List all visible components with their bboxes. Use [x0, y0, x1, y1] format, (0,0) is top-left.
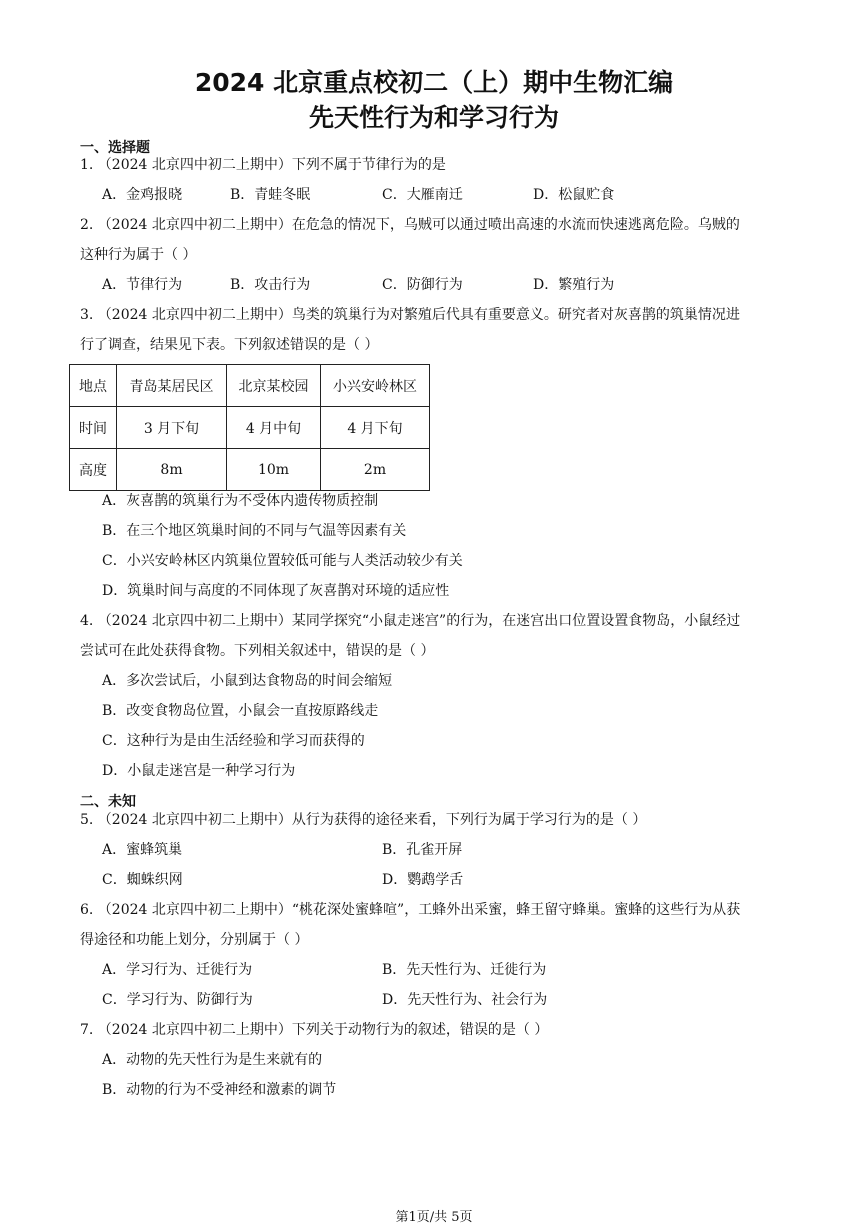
- q4-option-d[interactable]: D．小鼠走迷宫是一种学习行为: [102, 763, 296, 779]
- table-cell: 高度: [70, 449, 117, 491]
- q6-option-d[interactable]: D．先天性行为、社会行为: [382, 992, 548, 1008]
- q7-option-a[interactable]: A．动物的先天性行为是生来就有的: [102, 1052, 323, 1068]
- question-6-stem: 6. （2024 北京四中初二上期中）“桃花深处蜜蜂喧”，工蜂外出采蜜，蜂王留守蜂巢。蜜蜂的这些行为从获: [80, 902, 741, 918]
- table-row: [70, 449, 430, 491]
- q4-option-b[interactable]: B．改变食物岛位置，小鼠会一直按原路线走: [102, 703, 379, 719]
- question-3-stem: 3. （2024 北京四中初二上期中）鸟类的筑巢行为对繁殖后代具有重要意义。研究者对灰喜鹊的筑巢情况进: [80, 307, 740, 323]
- q3-option-a[interactable]: A．灰喜鹊的筑巢行为不受体内遗传物质控制: [102, 493, 379, 509]
- question-1-stem: 1. （2024 北京四中初二上期中）下列不属于节律行为的是: [80, 157, 446, 173]
- q1-option-d[interactable]: D．松鼠贮食: [533, 187, 615, 203]
- question-4-stem-cont: 尝试可在此处获得食物。下列相关叙述中，错误的是（ ）: [80, 643, 435, 659]
- q5-option-c[interactable]: C．蜘蛛织网: [102, 872, 183, 888]
- q5-option-d[interactable]: D．鹦鹉学舌: [382, 872, 464, 888]
- table-cell: 青岛某居民区: [117, 365, 227, 407]
- q2-option-a[interactable]: A．节律行为: [102, 277, 183, 293]
- q6-option-b[interactable]: B．先天性行为、迁徙行为: [382, 962, 547, 978]
- table-row: [70, 365, 430, 407]
- q1-option-a[interactable]: A．金鸡报晓: [102, 187, 183, 203]
- q5-option-a[interactable]: A．蜜蜂筑巢: [102, 842, 183, 858]
- table-cell: 3 月下旬: [117, 407, 227, 449]
- q7-option-b[interactable]: B．动物的行为不受神经和激素的调节: [102, 1082, 337, 1098]
- question-3-stem-cont: 行了调查，结果见下表。下列叙述错误的是（ ）: [80, 337, 379, 353]
- question-2-stem-cont: 这种行为属于（ ）: [80, 247, 197, 263]
- page-subtitle: 先天性行为和学习行为: [308, 103, 559, 132]
- table-cell: 小兴安岭林区: [321, 365, 430, 407]
- q6-option-c[interactable]: C．学习行为、防御行为: [102, 992, 253, 1008]
- question-6-stem-cont: 得途径和功能上划分，分别属于（ ）: [80, 932, 309, 948]
- table-cell: 北京某校园: [227, 365, 321, 407]
- q6-option-a[interactable]: A．学习行为、迁徙行为: [102, 962, 253, 978]
- q4-option-a[interactable]: A．多次尝试后，小鼠到达食物岛的时间会缩短: [102, 673, 393, 689]
- page-title: 2024 北京重点校初二（上）期中生物汇编: [194, 68, 674, 97]
- q4-option-c[interactable]: C．这种行为是由生活经验和学习而获得的: [102, 733, 365, 749]
- table-row: [70, 407, 430, 449]
- q3-option-c[interactable]: C．小兴安岭林区内筑巢位置较低可能与人类活动较少有关: [102, 553, 463, 569]
- nesting-survey-table: [69, 364, 430, 491]
- q2-option-b[interactable]: B．攻击行为: [230, 277, 311, 293]
- question-5-stem: 5. （2024 北京四中初二上期中）从行为获得的途径来看，下列行为属于学习行为的是（ ）: [80, 812, 647, 828]
- section-heading-unknown: 二、未知: [80, 794, 136, 810]
- q3-option-b[interactable]: B．在三个地区筑巢时间的不同与气温等因素有关: [102, 523, 407, 539]
- table-cell: 10m: [227, 449, 321, 491]
- q1-option-c[interactable]: C．大雁南迁: [382, 187, 463, 203]
- q1-option-b[interactable]: B．青蛙冬眠: [230, 187, 311, 203]
- q2-option-d[interactable]: D．繁殖行为: [533, 277, 615, 293]
- table-cell: 4 月下旬: [321, 407, 430, 449]
- section-heading-choice: 一、选择题: [80, 140, 150, 156]
- table-cell: 2m: [321, 449, 430, 491]
- question-4-stem: 4. （2024 北京四中初二上期中）某同学探究“小鼠走迷宫”的行为，在迷宫出口位置设置食物岛，小鼠经过: [80, 613, 741, 629]
- q2-option-c[interactable]: C．防御行为: [382, 277, 463, 293]
- table-cell: 8m: [117, 449, 227, 491]
- q3-option-d[interactable]: D．筑巢时间与高度的不同体现了灰喜鹊对环境的适应性: [102, 583, 450, 599]
- table-cell: 4 月中旬: [227, 407, 321, 449]
- question-2-stem: 2. （2024 北京四中初二上期中）在危急的情况下，乌贼可以通过喷出高速的水流而快速逃离危险。乌贼的: [80, 217, 740, 233]
- page-footer: 第1页/共 5页: [395, 1210, 473, 1225]
- table-cell: 地点: [70, 365, 117, 407]
- table-cell: 时间: [70, 407, 117, 449]
- q5-option-b[interactable]: B．孔雀开屏: [382, 842, 463, 858]
- question-7-stem: 7. （2024 北京四中初二上期中）下列关于动物行为的叙述，错误的是（ ）: [80, 1022, 549, 1038]
